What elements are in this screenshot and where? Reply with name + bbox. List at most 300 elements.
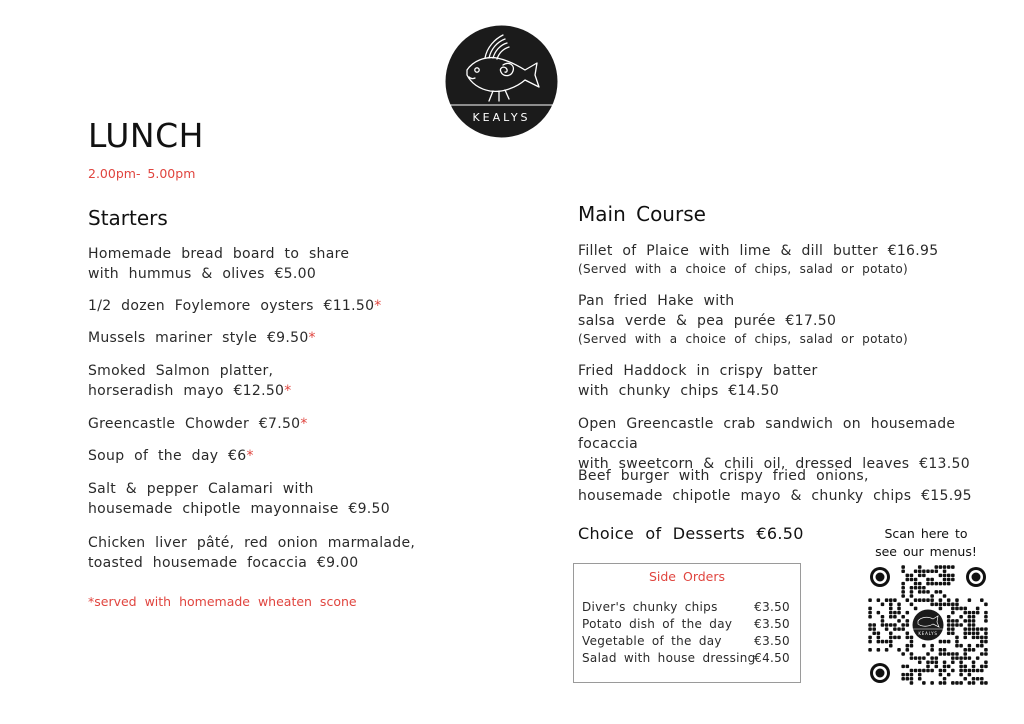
qr-module <box>906 648 910 652</box>
qr-module <box>968 619 972 623</box>
qr-module <box>910 603 914 607</box>
qr-module <box>947 603 951 607</box>
qr-module <box>984 636 988 640</box>
qr-module <box>968 669 972 673</box>
qr-module <box>976 636 980 640</box>
qr-module <box>963 636 967 640</box>
menu-title: LUNCH <box>88 116 204 155</box>
qr-module <box>926 660 930 664</box>
qr-module <box>972 619 976 623</box>
qr-module <box>951 603 955 607</box>
starter-item: Salt & pepper Calamari with housemade chipotle mayonnaise €9.50 <box>88 481 390 517</box>
qr-module <box>901 565 905 569</box>
qr-module <box>930 660 934 664</box>
qr-module <box>947 623 951 627</box>
qr-module <box>897 611 901 615</box>
qr-module <box>963 665 967 669</box>
scone-star: * <box>284 383 292 399</box>
qr-module <box>951 660 955 664</box>
qr-module <box>922 590 926 594</box>
qr-module <box>955 652 959 656</box>
qr-module <box>951 574 955 578</box>
qr-module <box>889 615 893 619</box>
qr-module <box>951 627 955 631</box>
qr-module <box>963 652 967 656</box>
qr-module <box>984 615 988 619</box>
starter-item: Smoked Salmon platter, horseradish mayo €12.50* <box>88 363 292 399</box>
qr-module <box>947 632 951 636</box>
qr-module <box>947 565 951 569</box>
qr-module <box>972 611 976 615</box>
qr-module <box>939 574 943 578</box>
qr-module <box>893 636 897 640</box>
qr-module <box>906 632 910 636</box>
main-item: Fillet of Plaice with lime & dill butter €16.95 (Served with a choice of chips, salad or potato) <box>578 243 939 276</box>
qr-module <box>922 681 926 685</box>
qr-module <box>930 598 934 602</box>
qr-module <box>935 582 939 586</box>
qr-module <box>901 673 905 677</box>
qr-module <box>980 627 984 631</box>
qr-module <box>947 652 951 656</box>
qr-module <box>881 619 885 623</box>
qr-module <box>889 607 893 611</box>
qr-module <box>976 607 980 611</box>
qr-module <box>901 586 905 590</box>
qr-finder-pattern <box>966 567 986 587</box>
qr-module <box>939 565 943 569</box>
qr-module <box>918 656 922 660</box>
qr-module <box>955 681 959 685</box>
qr-module <box>889 603 893 607</box>
qr-module <box>972 677 976 681</box>
qr-module <box>881 615 885 619</box>
qr-code[interactable] <box>868 565 988 685</box>
qr-module <box>947 574 951 578</box>
qr-module <box>968 656 972 660</box>
qr-module <box>959 607 963 611</box>
qr-module <box>943 652 947 656</box>
qr-module <box>926 569 930 573</box>
qr-module <box>939 590 943 594</box>
qr-module <box>939 598 943 602</box>
qr-module <box>968 648 972 652</box>
qr-module <box>885 640 889 644</box>
qr-module <box>943 665 947 669</box>
qr-module <box>976 669 980 673</box>
qr-module <box>935 569 939 573</box>
qr-module <box>918 660 922 664</box>
qr-module <box>889 623 893 627</box>
qr-module <box>955 640 959 644</box>
qr-module <box>968 611 972 615</box>
qr-module <box>918 673 922 677</box>
qr-module <box>980 677 984 681</box>
qr-module <box>910 594 914 598</box>
qr-module <box>914 607 918 611</box>
qr-module <box>972 636 976 640</box>
qr-module <box>939 603 943 607</box>
qr-module <box>906 636 910 640</box>
qr-module <box>943 565 947 569</box>
qr-module <box>901 594 905 598</box>
qr-module <box>968 623 972 627</box>
qr-module <box>885 623 889 627</box>
qr-module <box>914 669 918 673</box>
scone-star: * <box>246 448 254 464</box>
qr-module <box>922 644 926 648</box>
qr-module <box>963 619 967 623</box>
qr-finder-pattern <box>870 567 890 587</box>
qr-module <box>943 578 947 582</box>
starter-item: Soup of the day €6* <box>88 448 254 464</box>
qr-module <box>877 636 881 640</box>
qr-module <box>939 669 943 673</box>
qr-module <box>959 669 963 673</box>
scan-caption: Scan here to see our menus! <box>875 526 977 559</box>
qr-module <box>947 615 951 619</box>
qr-module <box>877 640 881 644</box>
qr-module <box>980 636 984 640</box>
qr-module <box>926 590 930 594</box>
main-course-heading: Main Course <box>578 202 706 226</box>
qr-module <box>959 665 963 669</box>
qr-module <box>889 644 893 648</box>
qr-module <box>918 669 922 673</box>
qr-module <box>889 636 893 640</box>
qr-module <box>897 648 901 652</box>
qr-module <box>951 669 955 673</box>
starter-item: Homemade bread board to share with hummus & olives €5.00 <box>88 246 350 282</box>
main-item: Beef burger with crispy fried onions, housemade chipotle mayo & chunky chips €15.95 <box>578 468 972 504</box>
qr-module <box>943 582 947 586</box>
qr-module <box>910 673 914 677</box>
qr-module <box>972 632 976 636</box>
qr-module <box>963 677 967 681</box>
scone-star: * <box>300 416 308 432</box>
qr-module <box>968 644 972 648</box>
qr-module <box>877 598 881 602</box>
qr-module <box>922 598 926 602</box>
qr-module <box>955 607 959 611</box>
starter-item: 1/2 dozen Foylemore oysters €11.50* <box>88 298 382 314</box>
qr-module <box>930 578 934 582</box>
qr-module <box>947 582 951 586</box>
qr-module <box>972 648 976 652</box>
qr-module <box>930 582 934 586</box>
qr-module <box>910 644 914 648</box>
qr-module <box>968 598 972 602</box>
qr-module <box>984 652 988 656</box>
item-note: (Served with a choice of chips, salad or potato) <box>578 262 909 276</box>
qr-module <box>968 615 972 619</box>
qr-module <box>910 578 914 582</box>
qr-module <box>893 623 897 627</box>
qr-module <box>939 648 943 652</box>
qr-module <box>910 669 914 673</box>
qr-module <box>951 623 955 627</box>
qr-module <box>959 660 963 664</box>
qr-module <box>980 644 984 648</box>
qr-module <box>910 590 914 594</box>
qr-module <box>943 677 947 681</box>
qr-module <box>918 574 922 578</box>
qr-module <box>914 569 918 573</box>
qr-module <box>930 669 934 673</box>
qr-module <box>889 611 893 615</box>
qr-module <box>872 627 876 631</box>
qr-module <box>980 598 984 602</box>
qr-module <box>939 582 943 586</box>
qr-finder-pattern <box>870 663 890 683</box>
qr-module <box>922 586 926 590</box>
qr-module <box>930 603 934 607</box>
qr-module <box>943 660 947 664</box>
qr-module <box>963 611 967 615</box>
qr-module <box>901 665 905 669</box>
qr-module <box>943 574 947 578</box>
qr-module <box>918 586 922 590</box>
qr-module <box>984 627 988 631</box>
qr-module <box>947 578 951 582</box>
qr-module <box>959 681 963 685</box>
qr-module <box>906 677 910 681</box>
qr-module <box>922 656 926 660</box>
footnote: *served with homemade wheaten scone <box>88 594 357 609</box>
qr-module <box>955 656 959 660</box>
qr-module <box>951 611 955 615</box>
qr-module <box>930 644 934 648</box>
qr-module <box>947 640 951 644</box>
qr-module <box>939 607 943 611</box>
qr-module <box>947 665 951 669</box>
qr-module <box>872 632 876 636</box>
qr-module <box>897 603 901 607</box>
qr-module <box>947 673 951 677</box>
qr-module <box>868 607 872 611</box>
qr-module <box>926 665 930 669</box>
qr-module <box>906 619 910 623</box>
qr-module <box>980 640 984 644</box>
qr-module <box>885 627 889 631</box>
qr-module <box>943 569 947 573</box>
starters-heading: Starters <box>88 206 168 230</box>
qr-module <box>955 603 959 607</box>
qr-module <box>889 598 893 602</box>
qr-module <box>910 677 914 681</box>
qr-module <box>984 640 988 644</box>
qr-module <box>943 648 947 652</box>
qr-module <box>906 611 910 615</box>
qr-module <box>897 627 901 631</box>
main-item: Open Greencastle crab sandwich on housemade focaccia with sweetcorn & chili oil, dressed leaves €13.50 <box>578 416 970 472</box>
qr-module <box>955 598 959 602</box>
qr-module <box>935 656 939 660</box>
qr-module <box>906 578 910 582</box>
qr-module <box>914 586 918 590</box>
qr-module <box>910 640 914 644</box>
qr-module <box>914 656 918 660</box>
qr-module <box>972 623 976 627</box>
qr-module <box>918 582 922 586</box>
qr-module <box>877 632 881 636</box>
qr-module <box>914 578 918 582</box>
qr-module <box>935 665 939 669</box>
qr-module <box>976 644 980 648</box>
qr-module <box>918 569 922 573</box>
qr-module <box>893 598 897 602</box>
desserts-label: Choice of Desserts €6.50 <box>578 524 804 543</box>
qr-module <box>926 669 930 673</box>
qr-center-logo <box>910 607 946 643</box>
qr-module <box>901 677 905 681</box>
qr-module <box>885 648 889 652</box>
qr-module <box>910 656 914 660</box>
qr-module <box>951 632 955 636</box>
qr-module <box>935 590 939 594</box>
qr-module <box>901 627 905 631</box>
qr-module <box>943 681 947 685</box>
qr-module <box>951 652 955 656</box>
qr-module <box>935 603 939 607</box>
qr-module <box>984 681 988 685</box>
qr-module <box>918 598 922 602</box>
qr-module <box>868 611 872 615</box>
qr-module <box>910 574 914 578</box>
qr-module <box>918 565 922 569</box>
qr-module <box>897 607 901 611</box>
qr-module <box>984 611 988 615</box>
qr-module <box>951 656 955 660</box>
qr-module <box>959 615 963 619</box>
qr-module <box>959 656 963 660</box>
qr-module <box>906 574 910 578</box>
qr-module <box>972 669 976 673</box>
kealys-logo <box>445 25 558 138</box>
qr-module <box>984 632 988 636</box>
qr-module <box>947 619 951 623</box>
qr-module <box>939 673 943 677</box>
qr-module <box>872 623 876 627</box>
qr-module <box>943 594 947 598</box>
qr-module <box>926 578 930 582</box>
qr-module <box>906 623 910 627</box>
qr-module <box>972 627 976 631</box>
qr-module <box>955 636 959 640</box>
qr-module <box>901 623 905 627</box>
qr-module <box>980 652 984 656</box>
qr-module <box>906 665 910 669</box>
qr-module <box>980 665 984 669</box>
qr-module <box>972 681 976 685</box>
qr-module <box>926 598 930 602</box>
main-item: Pan fried Hake with salsa verde & pea purée €17.50 (Served with a choice of chips, salad or potato) <box>578 293 909 346</box>
menu-hours: 2.00pm- 5.00pm <box>88 166 196 181</box>
qr-module <box>930 681 934 685</box>
qr-module <box>906 673 910 677</box>
qr-module <box>889 632 893 636</box>
qr-module <box>877 611 881 615</box>
qr-module <box>972 660 976 664</box>
qr-module <box>935 565 939 569</box>
qr-module <box>955 623 959 627</box>
qr-module <box>963 632 967 636</box>
qr-module <box>951 565 955 569</box>
qr-module <box>901 582 905 586</box>
starter-item: Mussels mariner style €9.50* <box>88 330 316 346</box>
qr-module <box>868 636 872 640</box>
qr-module <box>914 598 918 602</box>
qr-module <box>893 615 897 619</box>
logo-text: KEALYS <box>472 111 531 124</box>
qr-module <box>959 623 963 627</box>
qr-module <box>906 598 910 602</box>
qr-module <box>868 648 872 652</box>
qr-module <box>877 648 881 652</box>
qr-module <box>951 681 955 685</box>
qr-module <box>976 656 980 660</box>
item-note: (Served with a choice of chips, salad or potato) <box>578 332 909 346</box>
qr-module <box>968 681 972 685</box>
qr-module <box>926 652 930 656</box>
qr-module <box>939 640 943 644</box>
qr-module <box>955 619 959 623</box>
qr-module <box>910 586 914 590</box>
qr-module <box>922 669 926 673</box>
qr-module <box>955 644 959 648</box>
qr-module <box>951 607 955 611</box>
qr-module <box>980 681 984 685</box>
qr-module <box>984 603 988 607</box>
qr-module <box>897 619 901 623</box>
qr-module <box>963 669 967 673</box>
side-orders-title: Side Orders <box>648 569 726 584</box>
qr-module <box>976 627 980 631</box>
qr-module <box>910 636 914 640</box>
qr-module <box>881 603 885 607</box>
qr-module <box>976 632 980 636</box>
qr-module <box>968 627 972 631</box>
qr-module <box>868 640 872 644</box>
qr-module <box>901 652 905 656</box>
qr-module <box>963 627 967 631</box>
qr-module <box>984 619 988 623</box>
qr-module <box>906 644 910 648</box>
qr-module <box>959 644 963 648</box>
qr-module <box>918 590 922 594</box>
qr-module <box>914 582 918 586</box>
qr-module <box>897 636 901 640</box>
qr-module <box>963 648 967 652</box>
qr-module <box>968 673 972 677</box>
qr-module <box>922 574 926 578</box>
qr-module <box>976 611 980 615</box>
qr-module <box>963 656 967 660</box>
qr-module <box>951 619 955 623</box>
qr-module <box>984 648 988 652</box>
qr-module <box>951 578 955 582</box>
qr-module <box>980 669 984 673</box>
qr-module <box>910 681 914 685</box>
qr-module <box>893 611 897 615</box>
qr-module <box>910 652 914 656</box>
qr-module <box>963 607 967 611</box>
qr-module <box>881 640 885 644</box>
qr-module <box>939 652 943 656</box>
qr-module <box>968 632 972 636</box>
qr-module <box>868 598 872 602</box>
qr-module <box>922 569 926 573</box>
